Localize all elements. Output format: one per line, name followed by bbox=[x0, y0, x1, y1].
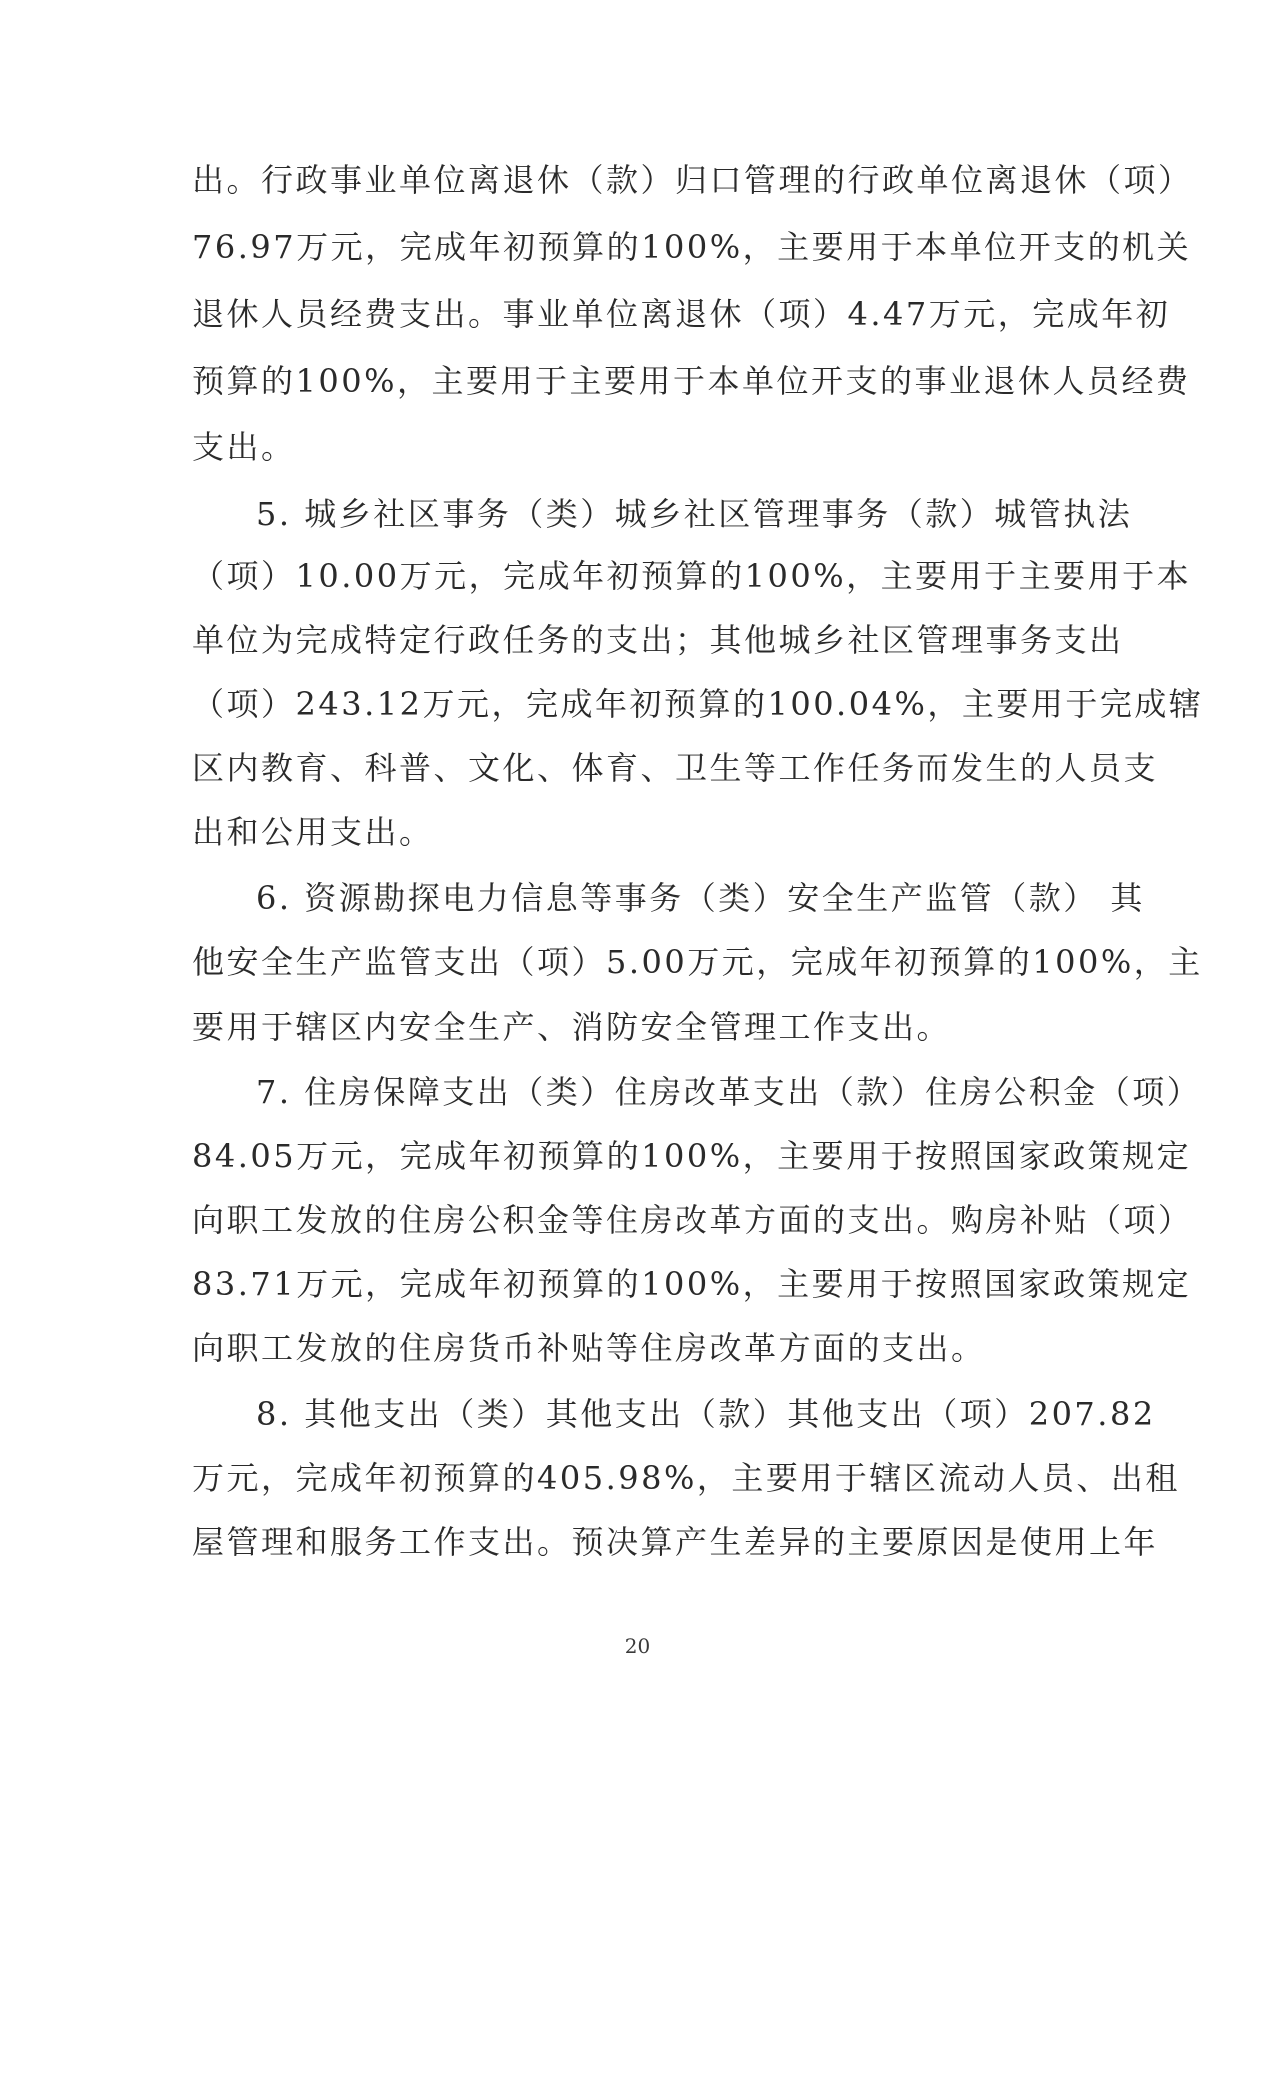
text-line: 84.05万元，完成年初预算的100%，主要用于按照国家政策规定 bbox=[192, 1137, 1192, 1175]
text-line: 区内教育、科普、文化、体育、卫生等工作任务而发生的人员支 bbox=[192, 749, 1159, 787]
text-line: 屋管理和服务工作支出。预决算产生差异的主要原因是使用上年 bbox=[192, 1523, 1159, 1561]
text-line: 83.71万元，完成年初预算的100%，主要用于按照国家政策规定 bbox=[192, 1265, 1192, 1303]
text-line: 万元，完成年初预算的405.98%，主要用于辖区流动人员、出租 bbox=[192, 1459, 1180, 1497]
page-number: 20 bbox=[624, 1634, 651, 1658]
text-line: 单位为完成特定行政任务的支出；其他城乡社区管理事务支出 bbox=[192, 621, 1124, 659]
paragraph-6-start: 6. 资源勘探电力信息等事务（类）安全生产监管（款） 其 bbox=[256, 879, 1145, 917]
text-line: （项）10.00万元，完成年初预算的100%，主要用于主要用于本 bbox=[192, 557, 1192, 595]
paragraph-7-start: 7. 住房保障支出（类）住房改革支出（款）住房公积金（项） bbox=[256, 1073, 1202, 1111]
text-line: （项）243.12万元，完成年初预算的100.04%，主要用于完成辖 bbox=[192, 685, 1204, 723]
text-line: 向职工发放的住房公积金等住房改革方面的支出。购房补贴（项） bbox=[192, 1201, 1193, 1239]
paragraph-8-start: 8. 其他支出（类）其他支出（款）其他支出（项）207.82 bbox=[256, 1395, 1156, 1433]
text-line: 出和公用支出。 bbox=[192, 813, 434, 851]
text-line: 他安全生产监管支出（项）5.00万元，完成年初预算的100%，主 bbox=[192, 943, 1203, 981]
text-line: 76.97万元，完成年初预算的100%，主要用于本单位开支的机关 bbox=[192, 228, 1192, 266]
text-line: 要用于辖区内安全生产、消防安全管理工作支出。 bbox=[192, 1008, 952, 1046]
paragraph-5-start: 5. 城乡社区事务（类）城乡社区管理事务（款）城管执法 bbox=[256, 495, 1133, 533]
text-line: 退休人员经费支出。事业单位离退休（项）4.47万元，完成年初 bbox=[192, 295, 1171, 333]
text-line: 预算的100%，主要用于主要用于本单位开支的事业退休人员经费 bbox=[192, 362, 1191, 400]
text-line: 出。行政事业单位离退休（款）归口管理的行政单位离退休（项） bbox=[192, 161, 1193, 199]
text-line: 向职工发放的住房货币补贴等住房改革方面的支出。 bbox=[192, 1329, 986, 1367]
text-line: 支出。 bbox=[192, 428, 296, 466]
